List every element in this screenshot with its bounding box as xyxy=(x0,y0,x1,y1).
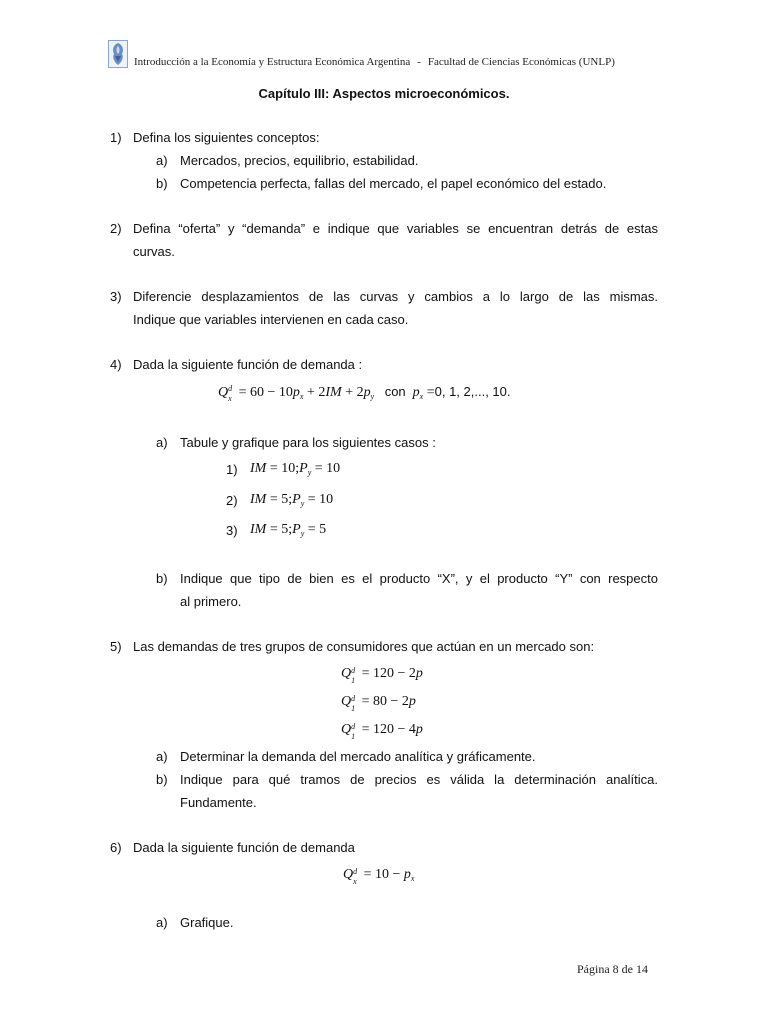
q4-text: Dada la siguiente función de demanda : xyxy=(133,357,363,372)
q4-case3-eq2: = 5 xyxy=(307,522,327,537)
q5-eq2-rhs: = 80 − 2 xyxy=(361,694,409,709)
q5-eq1-rhs: = 120 − 2 xyxy=(361,666,416,681)
q4-case2-sub: y xyxy=(300,499,305,508)
q4-case3-p: P xyxy=(292,522,301,537)
q2-line2: curvas. xyxy=(133,244,175,259)
q5-demand-eq2 xyxy=(341,691,416,713)
q4-case2-im: IM xyxy=(250,492,267,507)
q4-eq-px-sub: x xyxy=(299,392,304,401)
q2-number: 2) xyxy=(110,221,122,236)
q4-case2-p: P xyxy=(292,492,301,507)
q1-a-text: Mercados, precios, equilibrio, estabilidad. xyxy=(180,153,419,168)
q5-eq3-sub: 1 xyxy=(351,732,356,741)
running-header xyxy=(134,56,615,68)
q4-case3-im: IM xyxy=(250,522,267,537)
q4-case3-number: 3) xyxy=(226,523,238,538)
q4-demand-equation xyxy=(218,381,511,408)
q6-number: 6) xyxy=(110,840,122,855)
q5-eq1-q: Q xyxy=(341,666,352,681)
q4-case2-eq1: = 5; xyxy=(269,492,293,507)
q5-eq3-p: p xyxy=(415,722,423,737)
q1-a-label: a) xyxy=(156,153,168,168)
q5-eq1-p: p xyxy=(415,666,423,681)
q4-eq-q: Q xyxy=(218,385,229,400)
q4-eq-rhs-a: = 60 − 10 xyxy=(238,385,293,400)
q3-line1: Diferencie desplazamientos de las curvas y cambios a lo largo de las mismas. xyxy=(133,289,658,304)
q4-case2-number: 2) xyxy=(226,493,238,508)
q4-case3-eq1: = 5; xyxy=(269,522,293,537)
q4-eq-p3: p xyxy=(412,385,420,400)
q5-demand-eq1 xyxy=(341,663,423,685)
q4-case1-eq1: = 10; xyxy=(269,461,300,476)
q4-b-line2: al primero. xyxy=(180,594,242,609)
header-separator: - xyxy=(417,56,421,68)
q4-case2-equation xyxy=(250,489,333,515)
q5-eq2-sub: 1 xyxy=(351,704,356,713)
q5-eq2-sup: d xyxy=(351,694,356,703)
q5-eq1-sub: 1 xyxy=(351,676,356,685)
q4-eq-sub: x xyxy=(228,394,232,403)
q6-eq-q: Q xyxy=(343,867,354,882)
q4-b-label: b) xyxy=(156,571,168,586)
q1-number: 1) xyxy=(110,130,122,145)
q4-case1-sub: y xyxy=(307,468,312,477)
q5-eq1-sup: d xyxy=(351,666,356,675)
q5-a-label: a) xyxy=(156,749,168,764)
q4-eq-values: 0, 1, 2,..., 10. xyxy=(434,384,511,399)
page-number-footer: Página 8 de 14 xyxy=(577,962,648,976)
q4-case1-eq2: = 10 xyxy=(314,461,341,476)
q4-eq-rhs-c: + 2 xyxy=(345,385,364,400)
q4-a-text: Tabule y grafique para los siguientes casos : xyxy=(180,435,436,450)
q4-a-label: a) xyxy=(156,435,168,450)
q3-line2: Indique que variables intervienen en cada caso. xyxy=(133,312,409,327)
q5-eq2-q: Q xyxy=(341,694,352,709)
q4-eq-rhs-b: + 2 xyxy=(306,385,326,400)
q4-case1-im: IM xyxy=(250,461,267,476)
q5-b-line2: Fundamente. xyxy=(180,795,257,810)
q4-eq-p3-sub: x xyxy=(419,392,424,401)
q4-eq-py-sub: y xyxy=(370,392,375,401)
q6-demand-equation xyxy=(343,864,414,890)
q5-text: Las demandas de tres grupos de consumidores que actúan en un mercado son: xyxy=(133,639,595,654)
q5-demand-eq3 xyxy=(341,719,423,741)
chapter-title: Capítulo III: Aspectos microeconómicos. xyxy=(258,86,510,101)
q4-eq-p2: p xyxy=(363,385,371,400)
q1-b-label: b) xyxy=(156,176,168,191)
q4-case1-equation xyxy=(250,458,340,484)
university-crest-icon xyxy=(108,40,128,68)
q1-text: Defina los siguientes conceptos: xyxy=(133,130,320,145)
q4-case3-equation xyxy=(250,519,326,545)
header-faculty: Facultad de Ciencias Económicas (UNLP) xyxy=(427,56,615,68)
q4-case1-number: 1) xyxy=(226,462,238,477)
q4-eq-im: IM xyxy=(325,385,342,400)
q6-eq-sup: d xyxy=(353,867,358,876)
q5-eq3-sup: d xyxy=(351,722,356,731)
q1-b-text: Competencia perfecta, fallas del mercado, el papel económico del estado. xyxy=(180,176,607,191)
q5-b-label: b) xyxy=(156,772,168,787)
q5-a-text: Determinar la demanda del mercado analítica y gráficamente. xyxy=(180,749,536,764)
header-course-title: Introducción a la Economía y Estructura Económica Argentina xyxy=(134,56,411,68)
q6-a-label: a) xyxy=(156,915,168,930)
q4-b-line1: Indique que tipo de bien es el producto “X”, y el producto “Y” con respecto xyxy=(180,571,658,586)
q6-a-text: Grafique. xyxy=(180,915,234,930)
q4-eq-con: con xyxy=(384,384,406,399)
q6-text: Dada la siguiente función de demanda xyxy=(133,840,355,855)
q4-case1-p: P xyxy=(299,461,308,476)
q6-eq-p: p xyxy=(403,867,411,882)
q4-case3-sub: y xyxy=(300,529,305,538)
q5-eq3-q: Q xyxy=(341,722,352,737)
q5-eq3-rhs: = 120 − 4 xyxy=(361,722,416,737)
q5-number: 5) xyxy=(110,639,122,654)
q4-eq-rhs-d: = xyxy=(426,385,435,400)
q6-eq-rhs: = 10 − xyxy=(363,867,401,882)
q2-line1: Defina “oferta” y “demanda” e indique que variables se encuentran detrás de estas xyxy=(133,221,658,236)
q4-case2-eq2: = 10 xyxy=(307,492,334,507)
q6-eq-p-sub: x xyxy=(410,874,415,883)
q5-eq2-p: p xyxy=(408,694,416,709)
q4-eq-sup: d xyxy=(228,384,233,393)
q5-b-line1: Indique para qué tramos de precios es válida la determinación analítica. xyxy=(180,772,658,787)
q3-number: 3) xyxy=(110,289,122,304)
q4-number: 4) xyxy=(110,357,122,372)
q6-eq-sub: x xyxy=(353,877,357,886)
q4-eq-p: p xyxy=(292,385,300,400)
